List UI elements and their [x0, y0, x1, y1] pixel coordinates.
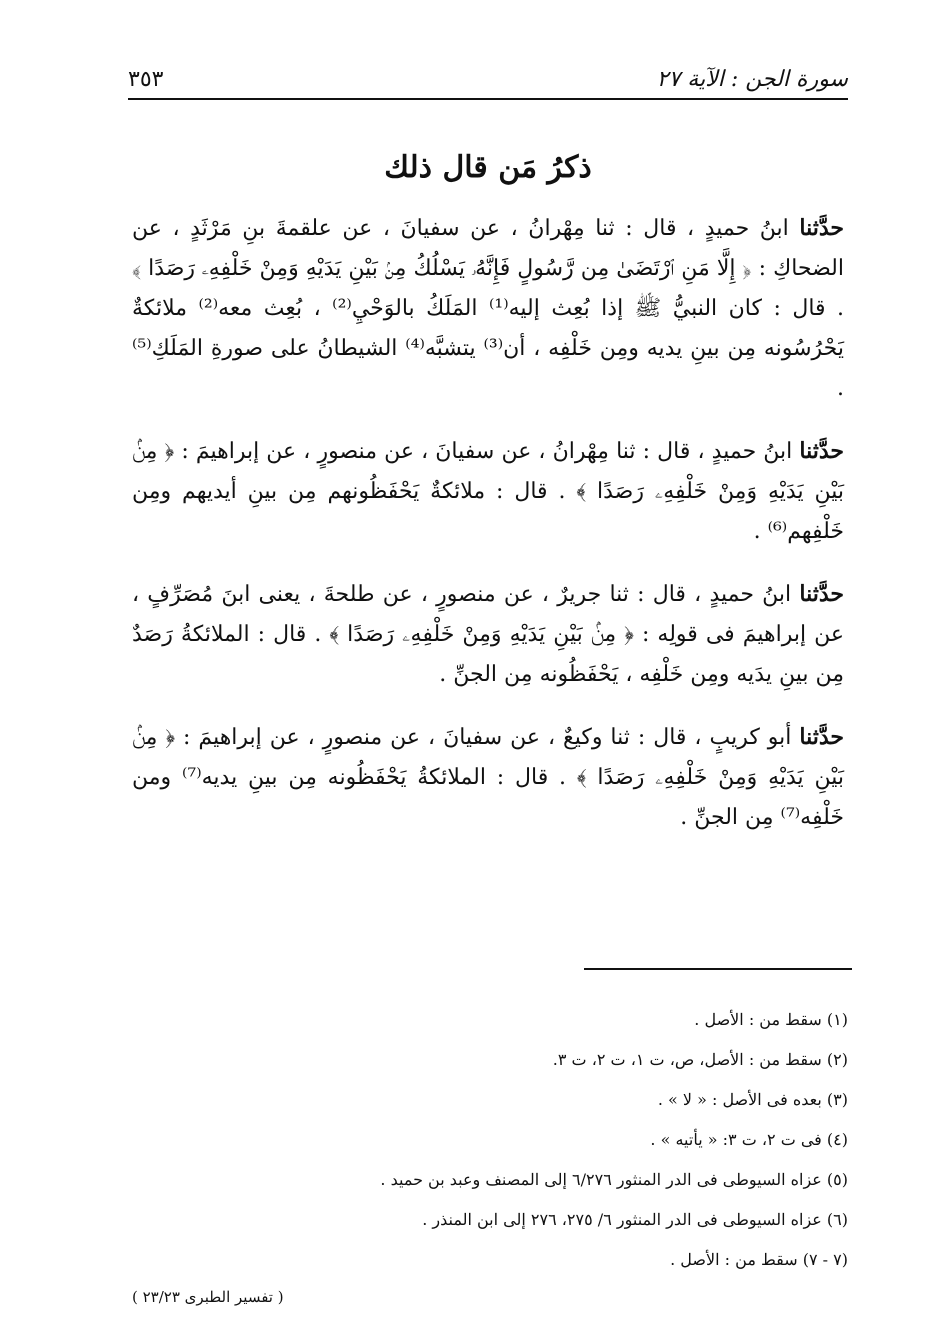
section-title: ذكرُ مَن قال ذلك: [384, 150, 592, 185]
paragraph-lead: حدَّثنا: [799, 724, 844, 750]
footnote: (٢) سقط من : الأصل، ص، ت ١، ت ٢، ت ٣.: [552, 1050, 848, 1069]
running-header: [128, 52, 848, 92]
page-number: ٣٥٣: [128, 67, 164, 92]
paragraph-lead: حدَّثنا: [799, 215, 844, 241]
paragraph: [132, 208, 844, 409]
paragraph-text: ابنُ حميدٍ ، قال : ثنا مِهْرانُ ، عن سفيانَ ، عن علقمةَ بنِ مَرْثَدٍ ، عن الضحاكِ : ﴿ إِلَّا مَنِ ٱرْتَضَىٰ مِن رَّسُولٍ فَإِنَّهُۥ يَسْلُكُ مِنۢ بَيْنِ يَدَيْهِ وَمِنْ خَلْفِهِۦ رَصَدًا ﴾ . قال : كان النبيُّ ﷺ إذا بُعِث إليه⁽¹⁾ المَلَكُ بالوَحْيِ⁽²⁾ ، بُعِث معه⁽²⁾ ملائكةٌ يَحْرُسُونه مِن بينِ يديه ومِن خَلْفِه ، أن⁽³⁾ يتشبَّه⁽⁴⁾ الشيطانُ على صورةِ المَلَكِ⁽⁵⁾ .: [132, 216, 845, 401]
paragraph: [132, 717, 844, 838]
footnote: (١) سقط من : الأصل .: [694, 1010, 848, 1029]
folio-signature: ( تفسير الطبرى ٢٣/٢٣ ): [132, 1288, 284, 1306]
footnote: (٧ - ٧) سقط من : الأصل .: [670, 1250, 848, 1269]
footnote: (٤) فى ت ٢، ت ٣: « يأتيه » .: [650, 1130, 848, 1149]
paragraph-lead: حدَّثنا: [799, 581, 844, 607]
footnote: (٥) عزاه السيوطى فى الدر المنثور ٦/٢٧٦ إلى المصنف وعبد بن حميد .: [380, 1170, 848, 1189]
footnote: (٣) بعده فى الأصل : « لا » .: [657, 1090, 848, 1109]
footnote-separator: [584, 968, 852, 970]
paragraph-lead: حدَّثنا: [799, 438, 844, 464]
header-rule: [128, 98, 848, 100]
header-title: سورة الجن : الآية ٢٧: [656, 67, 848, 92]
main-text: [132, 208, 844, 860]
paragraph: [132, 431, 844, 552]
paragraph-text: أبو كريبٍ ، قال : ثنا وكيعٌ ، عن سفيانَ ، عن منصورٍ ، عن إبراهيمَ : ﴿ مِنۢ بَيْنِ يَدَيْهِ وَمِنْ خَلْفِهِۦ رَصَدًا ﴾ . قال : الملائكةُ يَحْفَظُونه مِن بينِ يديه⁽⁷⁾ ومن خَلْفِه⁽⁷⁾ مِن الجنِّ .: [132, 725, 844, 830]
footnote: (٦) عزاه السيوطى فى الدر المنثور ٦/ ٢٧٥، ٢٧٦ إلى ابن المنذر .: [422, 1210, 848, 1229]
paragraph-text: ابنُ حميدٍ ، قال : ثنا جريرٌ ، عن منصورٍ ، عن طلحةَ ، يعنى ابنَ مُصَرِّفٍ ، عن إبراهيمَ فى قولِه : ﴿ مِنۢ بَيْنِ يَدَيْهِ وَمِنْ خَلْفِهِۦ رَصَدًا ﴾ . قال : الملائكةُ رَصَدٌ مِن بينِ يدَيه ومِن خَلْفِه ، يَحْفَظُونه مِن الجنِّ .: [132, 582, 844, 687]
footnotes: [128, 1000, 848, 1280]
paragraph-text: ابنُ حميدٍ ، قال : ثنا مِهْرانُ ، عن سفيانَ ، عن منصورٍ ، عن إبراهيمَ : ﴿ مِنۢ بَيْنِ يَدَيْهِ وَمِنْ خَلْفِهِۦ رَصَدًا ﴾ . قال : ملائكةٌ يَحْفَظُونهم مِن بينِ أيديهم ومِن خَلْفِهم⁽⁶⁾ .: [132, 439, 844, 544]
paragraph: [132, 574, 844, 695]
